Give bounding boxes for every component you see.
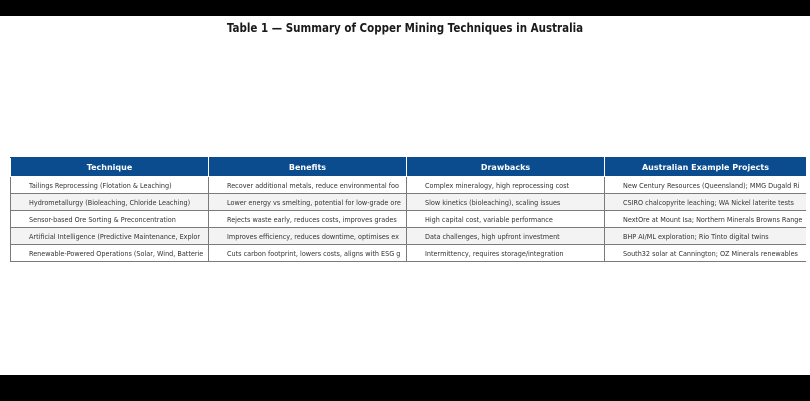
header-drawbacks: Drawbacks [407,158,605,177]
cell-technique [11,245,209,262]
cell-text: Slow kinetics (bioleaching), scaling issues [425,197,561,207]
cell-drawbacks [407,194,605,211]
cell-example-projects [605,228,807,245]
cell-text: New Century Resources (Queensland); MMG Dugald Ri [623,180,800,190]
cell-text: Intermittency, requires storage/integration [425,248,564,258]
cell-example-projects [605,194,807,211]
cell-benefits [209,177,407,194]
cell-technique [11,228,209,245]
cell-text: Improves efficiency, reduces downtime, optimises ex [227,231,400,241]
cell-text: NextOre at Mount Isa; Northern Minerals Browns Range [623,214,803,224]
cell-benefits [209,194,407,211]
cell-technique [11,211,209,228]
cell-drawbacks [407,228,605,245]
cell-text: Tailings Reprocessing (Flotation & Leaching) [29,180,172,190]
cell-example-projects [605,177,807,194]
cell-text: Data challenges, high upfront investment [425,231,560,241]
cell-example-projects [605,211,807,228]
cell-text: CSIRO chalcopyrite leaching; WA Nickel laterite tests [623,197,794,207]
cell-example-projects [605,245,807,262]
cell-text: Cuts carbon footprint, lowers costs, aligns with ESG g [227,248,401,258]
table-row [11,245,807,262]
cell-drawbacks [407,211,605,228]
cell-text: Lower energy vs smelting, potential for low-grade ore [227,197,401,207]
cell-text: BHP AI/ML exploration; Rio Tinto digital twins [623,231,769,241]
cell-technique [11,194,209,211]
bottom-black-bar [0,375,810,401]
cell-benefits [209,245,407,262]
header-technique: Technique [11,158,209,177]
cell-drawbacks [407,177,605,194]
table-header-row [11,158,807,177]
cell-benefits [209,228,407,245]
cell-benefits [209,211,407,228]
table-row [11,177,807,194]
cell-drawbacks [407,245,605,262]
table-row [11,194,807,211]
summary-table-container [10,157,806,262]
cell-text: Hydrometallurgy (Bioleaching, Chloride Leaching) [29,197,191,207]
header-example-projects: Australian Example Projects [605,158,807,177]
table-row [11,211,807,228]
table-row [11,228,807,245]
cell-text: Recover additional metals, reduce environmental foo [227,180,399,190]
cell-text: Artificial Intelligence (Predictive Maintenance, Explor [29,231,201,241]
cell-text: South32 solar at Cannington; OZ Minerals renewables [623,248,798,258]
header-benefits: Benefits [209,158,407,177]
table-title: Table 1 — Summary of Copper Mining Techniques in Australia [226,21,584,35]
cell-text: Renewable-Powered Operations (Solar, Wind, Batterie [29,248,204,258]
top-black-bar [0,0,810,16]
cell-text: Sensor-based Ore Sorting & Preconcentration [29,214,176,224]
cell-text: Rejects waste early, reduces costs, improves grades [227,214,397,224]
summary-table [10,157,806,262]
cell-technique [11,177,209,194]
cell-text: Complex mineralogy, high reprocessing cost [425,180,570,190]
cell-text: High capital cost, variable performance [425,214,553,224]
